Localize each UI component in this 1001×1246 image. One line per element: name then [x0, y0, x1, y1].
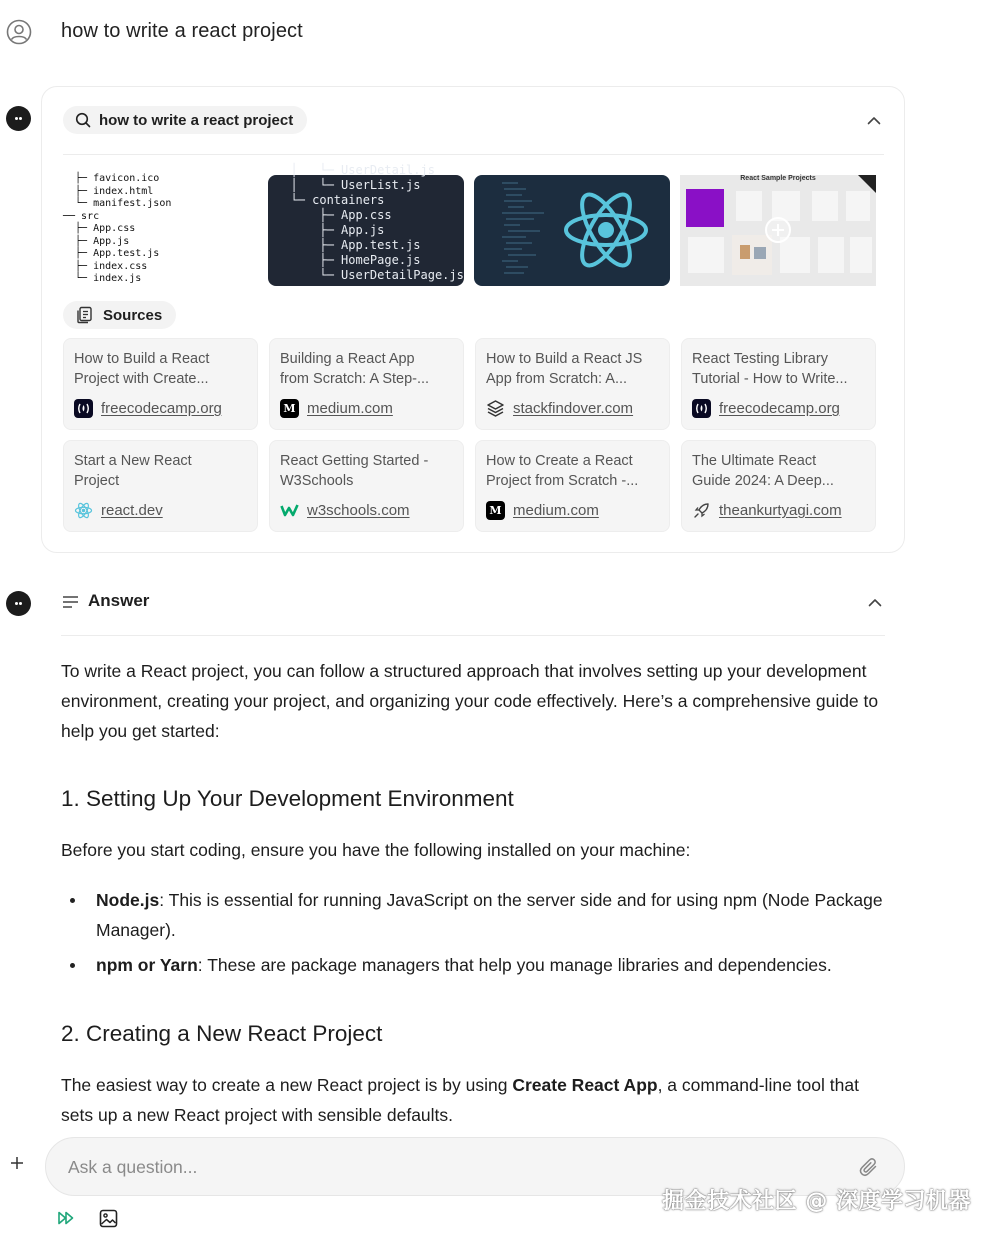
- rocket-icon: [692, 501, 711, 520]
- answer-divider: [61, 635, 885, 636]
- source-title: How to Build a React JS App from Scratch: A...: [486, 351, 643, 387]
- search-query-pill: [63, 106, 307, 134]
- chevron-up-icon: [867, 116, 881, 125]
- source-title: The Ultimate React Guide 2024: A Deep...: [692, 453, 834, 489]
- answer-paragraph: The easiest way to create a new React project is by using Create React App, a command-line tool that sets up a new React project with sensible defaults.: [61, 1075, 859, 1125]
- source-title: How to Create a React Project from Scratch -...: [486, 453, 639, 489]
- image-result-thumbnail[interactable]: [63, 175, 259, 286]
- source-card[interactable]: [63, 440, 258, 532]
- watermark-text: 掘金技术社区 @ 深度学习机器: [662, 1189, 971, 1214]
- assistant-avatar-icon: [6, 591, 31, 616]
- source-card[interactable]: [475, 338, 670, 430]
- user-message-row: [0, 12, 1001, 52]
- source-card[interactable]: [475, 440, 670, 532]
- react-icon: [74, 501, 93, 520]
- answer-heading: 2. Creating a New React Project: [61, 1021, 383, 1046]
- answer-heading: 1. Setting Up Your Development Environment: [61, 786, 514, 811]
- source-site-link[interactable]: freecodecamp.org: [101, 400, 222, 417]
- thumbnail-title: React Sample Projects: [740, 175, 816, 182]
- search-icon: [75, 112, 91, 128]
- search-results-card: [41, 86, 905, 553]
- source-title: React Getting Started - W3Schools: [280, 453, 429, 489]
- source-card[interactable]: [681, 338, 876, 430]
- source-site-link[interactable]: react.dev: [101, 502, 163, 519]
- source-site-link[interactable]: theankurtyagi.com: [719, 502, 842, 519]
- source-title: Building a React App from Scratch: A Step-...: [280, 351, 430, 387]
- answer-intro: To write a React project, you can follow a structured approach that involves setting up your development environment, creating your project, and organizing your code effectively. Here’s a comprehensive guide to help you get started:: [61, 661, 879, 741]
- card-divider: [63, 154, 884, 155]
- image-results-strip: [63, 163, 887, 286]
- source-card[interactable]: [269, 338, 464, 430]
- medium-icon: M: [486, 501, 505, 520]
- source-site-link[interactable]: w3schools.com: [307, 502, 410, 519]
- chevron-up-icon: [868, 598, 882, 607]
- source-site-link[interactable]: medium.com: [513, 502, 599, 519]
- answer-header: [61, 590, 885, 616]
- image-result-thumbnail[interactable]: [268, 163, 464, 286]
- answer-label: Answer: [88, 591, 150, 610]
- paperclip-icon[interactable]: [858, 1156, 880, 1178]
- w3schools-icon: [280, 501, 299, 520]
- collapse-answer-button[interactable]: [865, 592, 885, 612]
- answer-paragraph: Before you start coding, ensure you have the following installed on your machine:: [61, 840, 691, 860]
- document-stack-icon: [76, 306, 94, 324]
- source-site-link[interactable]: medium.com: [307, 400, 393, 417]
- image-result-thumbnail[interactable]: [680, 175, 876, 286]
- source-card[interactable]: [269, 440, 464, 532]
- source-site-link[interactable]: freecodecamp.org: [719, 400, 840, 417]
- source-site-link[interactable]: stackfindover.com: [513, 400, 634, 417]
- freecodecamp-icon: [74, 399, 93, 418]
- source-card[interactable]: [63, 338, 258, 430]
- search-query-text: how to write a react project: [99, 111, 294, 129]
- plus-icon[interactable]: [8, 1154, 26, 1172]
- file-tree-text: │ └─ UserDetail.js │ └─ UserList.js └─ containers ├─ App.css ├─ App.js ├─ App.test.js ├─ HomePage.js └─ UserDetailPage.js: [290, 163, 464, 282]
- medium-icon: M: [280, 399, 299, 418]
- user-query-text: how to write a react project: [61, 20, 303, 42]
- text-lines-icon: [62, 595, 79, 609]
- file-tree-text: ├─ favicon.ico ├─ index.html └─ manifest.json ── src ├─ App.css ├─ App.js ├─ App.test.js ├─ index.css └─ index.js: [63, 173, 172, 284]
- source-title: React Testing Library Tutorial - How to Write...: [692, 351, 848, 387]
- answer-body: [61, 656, 891, 1130]
- image-result-thumbnail[interactable]: [474, 175, 670, 286]
- source-title: How to Build a React Project with Create...: [74, 351, 210, 387]
- sample-projects-preview: [680, 175, 876, 286]
- fast-forward-icon[interactable]: [57, 1209, 75, 1227]
- answer-bullet-list: [61, 885, 891, 980]
- image-upload-icon[interactable]: [99, 1209, 118, 1228]
- ask-input[interactable]: [68, 1154, 828, 1180]
- user-avatar-icon: [6, 19, 32, 45]
- stack-layers-icon: [486, 399, 505, 418]
- sources-pill: [63, 301, 176, 329]
- assistant-avatar-icon: [6, 106, 31, 131]
- bullet-item: npm or Yarn: These are package managers that help you manage libraries and dependencies.: [61, 950, 891, 980]
- bullet-item: Node.js: This is essential for running JavaScript on the server side and for using npm (Node Package Manager).: [61, 885, 891, 945]
- react-logo-icon: [474, 175, 670, 286]
- collapse-search-button[interactable]: [864, 110, 884, 130]
- source-card[interactable]: [681, 440, 876, 532]
- freecodecamp-icon: [692, 399, 711, 418]
- sources-label: Sources: [103, 306, 163, 324]
- source-title: Start a New React Project: [74, 453, 192, 489]
